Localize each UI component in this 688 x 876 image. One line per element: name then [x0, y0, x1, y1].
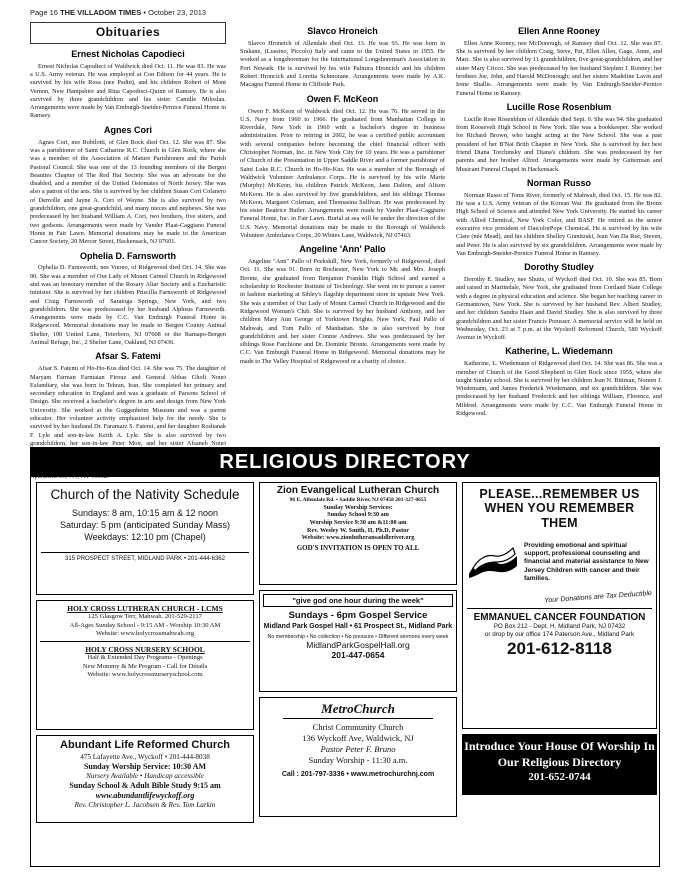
midland-phone: 201-447-0654: [331, 650, 385, 661]
metro-worship: Sunday Worship - 11:30 a.m.: [308, 755, 408, 766]
zion-school: Sunday School 9:30 am: [327, 511, 389, 519]
midland-quote: "give god one hour during the week": [263, 594, 453, 607]
obituary-name: Katherine, L. Wiedemann: [505, 346, 613, 357]
cancer-po-box: PO Box 212 - Dept. H, Midland Park, NJ 07432: [493, 622, 626, 630]
cancer-heading-1: PLEASE...REMEMBER US: [479, 487, 640, 501]
metro-church-ad: [259, 697, 457, 817]
abundant-life-nursery: Nursery Available • Handicap accessible: [86, 771, 204, 780]
obituary-text: Ellen Anne Rooney, nee McDonough, of Ramsey died Oct. 12. She was 87. She is survived by her children Craig, Steve, Pat, Ellen Allen, Gage, Anne, and Marc. She is also survived by 11 grandchildren, five great-grandchildren, and her sister Mary Cricco. She was predeceased by her husband Stephen J. Rooney; her brothers Joe, John, and Harold McDonough; and her sisters Madeline Lavin and Irene Shallis. Arrangements were made by Van Emburgh-Sneider-Pernice Funeral Home in Ramsey.: [456, 39, 662, 97]
holy-cross-ad: [36, 600, 254, 730]
promo-phone: 201-652-0744: [528, 771, 591, 784]
obituaries-column-2: [240, 22, 445, 442]
obituary-text: Ophelia D. Farnsworth, nee Vuono, of Ridgewood died Oct. 14. She was 90. She was a member of Our Lady of Mount Carmel Church in Ridgewood and was an honorary member of the Rosary Altar Society and a Eucharistic minister. She is survived by her children Priscilla Farnsworth of Ridgewood and Craig Farnsworth of Saratoga Springs, New York, and two grandchildren. She was predeceased by her husband Alpheus Farnsworth. Arrangements were made by C.C. Van Emburgh Funeral Home in Ridgewood. Memorial donations may be made to Bergen County Animal Shelter, 100 United Lane, Teterboro, NJ 07608 or the Ramapo-Bergen Animal Refuge, Inc., 2 Shelter Lane, Oakland, NJ 07436.: [30, 264, 226, 347]
obituaries-title: Obituaries: [30, 22, 226, 44]
metro-name: MetroChurch: [283, 701, 433, 719]
zion-website[interactable]: Website: www.zionlutheransaddleriver.org: [301, 534, 415, 542]
metro-address: 136 Wyckoff Ave, Waldwick, NJ: [302, 732, 414, 743]
nursery-line-1: Half & Extended Day Programs - Openings: [87, 654, 203, 662]
obituary-text: Afsar S. Fatemi of Ho-Ho-Kus died Oct. 14. She was 75. The daughter of Maryam Farman Farmaian Firouz and General Abbas Gholi Nouri Esfandiary, she was born in Tehran, Iran. She completed her primary and secondary education in England and was a graduate of Parsons School of Design. She received a bachelor's degree in arts and design from New York University. She worked at the Guggenheim Museum and was a parent educator. Her volunteer activity emphasized help for the needy. She is survived by her husband Dr. Faramarz S. Fatemi, and her daughter Roshanak F. Lyle and son-in-law Keith A. Lyle. She is also survived by two grandchildren, her son-in-law Peter Moir, and her sister Afsaneh Nouri: [30, 365, 226, 447]
page-label: Page: [30, 8, 48, 17]
zion-invitation: GOD'S INVITATION IS OPEN TO ALL: [296, 543, 420, 552]
promo-line-1: Introduce Your House Of Worship In: [464, 739, 655, 753]
obituary-name: Owen F. McKeon: [306, 93, 379, 104]
hands-icon: [467, 544, 519, 580]
nativity-name: Church of the Nativity Schedule: [50, 487, 240, 502]
obituary-text: Katherine, L. Wiedemann of Ridgewood died Oct. 14. She was 86. She was a member of Church of the Good Shepherd in Glen Rock since 1955, where she taught Sunday school. She is survived by her children Jean N. Bittman, Noreen J. Wiedemann, and James Frederick Wiedemann, and six grandchildren. She was predeceased by her husband Frederick and her siblings William, Florence, and Mildred. Arrangements were made by C.C. Van Emburgh Funeral Home in Ridgewood.: [456, 360, 662, 418]
abundant-life-address: 475 Lafayette Ave., Wyckoff • 201-444-8038: [80, 752, 210, 761]
obituary-name: Afsar S. Fatemi: [95, 351, 161, 362]
holy-cross-website[interactable]: Website: www.holycrossmahwah.org: [96, 629, 194, 637]
metro-pastor: Pastor Peter F. Bruno: [320, 743, 396, 754]
cancer-foundation-ad: [462, 482, 657, 729]
nursery-line-2: New Mommy & Me Program - Call for Details: [82, 662, 208, 670]
obituary-name: Norman Russo: [526, 177, 591, 188]
obituary-text: Angeline "Ann" Pallo of Peekskill, New York, formerly of Ridgewood, died Oct. 11. She was 91. Born in Rochester, New York to Mr. and Mrs. Joseph Bronte, she graduated from Benjamin Franklin High School and earned a scholarship to Rochester Institute of Technology. She went on to pursue a career in fashion marketing at Sibley's flagship department store in upstate New York. She was a member of Our Lady of Mount Carmel Church in Ridgewood and the Ridgewood Woman's Club. She is survived by her husband Anthony, and her children Mary Ann George of Yorktown Heights, New York, Paul Pallo of Mahwah, and Tom Pallo of Manhattan. She is also survived by four grandchildren and her sister Connie Andrews. She was predeceased by her siblings Rose Farchione and Dr. Dominic Bronte. Arrangements were made by C.C. Van Emburgh Funeral Home in Ridgewood. Memorial donations may be made to The Valley Hospital of Ridgewood or a charity of choice.: [240, 258, 445, 365]
nativity-weekdays: Weekdays: 12:10 pm (Chapel): [84, 532, 206, 543]
page-number: 16: [49, 8, 58, 17]
directory-column-left: [36, 482, 254, 828]
cancer-phone: 201-612-8118: [507, 639, 612, 659]
midland-website[interactable]: MidlandParkGospelHall.org: [306, 640, 410, 651]
metro-contact[interactable]: Call : 201-797-3336 • www.metrochurchnj.com: [281, 771, 435, 779]
zion-worship: Worship Service 9:30 am &11:00 am: [309, 519, 407, 527]
nursery-school-name: HOLY CROSS NURSERY SCHOOL: [85, 645, 205, 655]
abundant-life-school: Sunday School & Adult Bible Study 9:15 am: [69, 780, 221, 790]
midland-location: Midland Park Gospel Hall • 61 Prospect St., Midland Park: [263, 623, 453, 631]
midland-gospel-ad: [259, 590, 457, 692]
issue-date: October 23, 2013: [148, 8, 207, 17]
abundant-life-name: Abundant Life Reformed Church: [60, 739, 230, 751]
holy-cross-worship: All-Ages Sunday School - 9:15 AM - Worship 10:30 AM: [69, 621, 221, 629]
religious-directory: [30, 447, 660, 867]
abundant-life-pastors: Rev. Christopher L. Jacobsen & Rev. Tom Larkin: [74, 800, 216, 809]
abundant-life-website[interactable]: www.abundantlifewyckoff.org: [95, 790, 195, 800]
obituary-text: Norman Russo of Toms River, formerly of Mahwah, died Oct. 15. He was 82. He was a U.S. Army veteran of the Korean War. He graduated from the Bronx High School of Science and attended New York University. He started his career with Allied Chemical, New York Color, and BASF. He retired as the senior executive vice president of DaicolorPope Chemical. He is survived by his wife Clare (née Mead), and his children Shelley Granitzski, Jean Van Da Ree, Steven, and Peter. He is also survived by six grandchildren. Arrangements were made by Van Emburgh-Sneider-Pernice Funeral Home in Ramsey.: [456, 191, 662, 257]
directory-column-middle: [259, 482, 457, 822]
zion-name: Zion Evangelical Lutheran Church: [276, 485, 440, 496]
publication-name: THE VILLADOM TIMES: [60, 8, 142, 17]
cancer-org-name: EMMANUEL CANCER FOUNDATION: [467, 608, 652, 623]
directory-column-right: [462, 482, 657, 795]
tax-deductible-note: Your Donations are Tax Deductible: [543, 589, 653, 605]
abundant-life-ad: [36, 735, 254, 823]
midland-service: Sundays - 6pm Gospel Service: [288, 610, 428, 621]
obituaries-column-1: [30, 22, 226, 447]
nativity-ad: [36, 482, 254, 595]
obituary-name: Agnes Cori: [103, 124, 152, 135]
obituary-text: Ernest Nicholas Capodieci of Waldwick died Oct. 11. He was 83. He was a U.S. Army veteran. He was employed at Con Edison for 44 years. He is survived by his wife Rosa (nee Padin), and his children Robert of Mont Vernon, New Hampshire and Rina Capodieci-Quinn of Ramsey. He is also survived by three grandchildren and his sister Camille Miloslau. Arrangements were made by Van Emburgh-Sneider-Pernice Funeral Home in Ramsey.: [30, 62, 226, 120]
page-header: Page 16 THE VILLADOM TIMES • October 23, 2013: [30, 8, 207, 17]
obituary-name: Lucille Rose Rosenblum: [506, 101, 612, 112]
holy-cross-name: HOLY CROSS LUTHERAN CHURCH - LCMS: [67, 604, 223, 613]
midland-notes: No membership • No collection • No pressure • Different sermons every week: [267, 633, 449, 640]
obituary-name: Dorothy Studley: [524, 262, 594, 273]
obituary-name: Ellen Anne Rooney: [518, 26, 600, 36]
directory-promo: [462, 734, 657, 795]
obituary-text: Slavco Hroneich of Allendale died Oct. 13. He was 93. He was born in Srakane, (Lussino, Piccolo) Italy and came to the United States in 1955. He worked as a longshoreman for the International Longshoreman's Association in Port Newark. He is survived by his wife Palmira Hroncich and his children Robert Hroncich and Loretta Schmorane. Arrangements were made by A.K. Macagna Funeral Home in Cliffside Park.: [240, 39, 445, 89]
nursery-website[interactable]: Website: www.holycrossnurseryschool.com: [87, 670, 203, 678]
nativity-address: 315 PROSPECT STREET, MIDLAND PARK • 201-444-6362: [41, 552, 249, 562]
obituary-name: Ophelia D. Farnsworth: [79, 250, 176, 261]
nativity-saturday: Saturday: 5 pm (anticipated Sunday Mass): [59, 520, 231, 531]
abundant-life-service: Sunday Worship Service: 10:30 AM: [83, 761, 207, 771]
obituary-text: Owen F. McKeon of Waldwick died Oct. 12. He was 76. He served in the U.S. Navy from 1960 to 1966. He graduated from Manhattan College in Riverdale, New York in 1960 with a bachelor's degree in business administration. Prior to retiring in 2002, he was a certified public accountant with several companies before becoming the chief financial officer with Christopher Norman, Inc. in New York City for 10 years. He was a parishioner of Church of the Presentation in Upper Saddle River and a former parishioner of Saint Luke R.C. Church in Ho-Ho-Kus. He was a member of the Borough of Waldwick Volunteer Ambulance Corps. He is survived by his wife Marie (Murphy) McKeon, his children Patrick McKeon, Jane Dalton, and Alison McKeon. He is also survived by five grandchildren, and his siblings Thomas McKeon, Margaret Coleman, and Thomasina Sullivan. He was predeceased by his sister Beatrice Butler. Arrangements were made by Vander Plaat-Caggiano Funeral Home, Inc. in Fair Lawn. Burial at sea will be under the direction of the U.S. Navy. Memorial donations may be made to the Borough of Waldwick Volunteer Ambulance Corps, 20 Whites Lane, Waldwick, NJ 07463.: [240, 107, 445, 239]
nativity-sunday: Sundays: 8 am, 10:15 am & 12 noon: [71, 508, 219, 518]
obituary-name: Angeline 'Ann' Pallo: [299, 244, 386, 255]
obituary-text: Dorothy E. Studley, nee Shutts, of Wyckoff died Oct. 10. She was 85. Born and raised in Martindale, New York, she graduated from Cortland State College with a degree in physical education and science. She began her teaching career in Germantown, New York. She is survived by her husband Rev. Albert Studley, and her children Sandra Haan and David Studley. She is also survived by three grandchildren and her sister Francis Preusser. A memorial service will be held on Wednesday, Oct. 23 at 7 p.m. at the Wyckoff Reformed Church, 580 Wyckoff Avenue in Wyckoff.: [456, 276, 662, 342]
zion-pastor: Rev. Wesley W. Smith, II, Ph.D, Pastor: [307, 526, 409, 534]
metro-subtitle: Christ Community Church: [312, 721, 404, 732]
zion-address: 96 E. Allendale Rd. • Saddle River, NJ 07458 201-327-0655: [289, 497, 427, 504]
directory-title: RELIGIOUS DIRECTORY: [31, 448, 659, 477]
zion-heading: Sunday Worship Services:: [323, 503, 393, 511]
obituary-name: Ernest Nicholas Capodieci: [71, 48, 185, 59]
obituaries-column-3: [456, 22, 662, 442]
holy-cross-address: 125 Glasgow Terr, Mahwah. 201-529-2117: [88, 613, 202, 621]
cancer-heading-2: WHEN YOU REMEMBER THEM: [484, 501, 635, 530]
obituary-text: Lucille Rose Rosenblum of Allendale died Sept. 6. She was 94. She graduated from Roosevelt High School in New York. She was a bookkeeper. She worked for Richard Brown, who taught acting at the New School. She was a past president of her B'Nai Brith Chapter in New York. She is survived by her best friend Diana Torchinsky and Diana's children. She was predeceased by her parents and her brother Alfred. Arrangements were made by Gutterman and Musicant Funeral Chapel in Hackensack.: [456, 115, 662, 173]
zion-ad: [259, 482, 457, 585]
obituary-text: Agnes Cori, nee Robilotti, of Glen Rock died Oct. 12. She was 87. She was a parishioner of Saint Catharine R.C. Church in Glen Rock, where she was a member of the Association of Mature Parishioners and the Parish Pastoral Council. She was one of the 13 founding members of the Bergen Beauties Chapter of The Red Hat Society. She was an advocate for the disabled, and a member of the United Ostomates of North Jersey. She was also a patron of the arts. She is survived by her children Susan Cori Colanero of Denville and Jayne A. Cori of Wayne. She is also survived by two grandchildren, one great-grandchild, and many nieces and nephews. She was predeceased by her husband William A. Cori, two brothers, five sisters, and two godsons. Arrangements were made by Vander Plaat-Caggiano Funeral Home in Fair Lawn. Memorial donations may be made to the American Cancer Society, 20 Mercer Street, Hackensack, NJ 07601.: [30, 138, 226, 246]
obituary-name: Slavco Hroneich: [307, 26, 378, 36]
divider: [40, 641, 250, 642]
cancer-services: Providing emotional and spiritual support, professional counseling and financial and material assistance to New Jersey Children with cancer and their families.: [524, 542, 649, 582]
promo-line-2: Our Religious Directory: [497, 754, 622, 769]
cancer-dropoff: or drop by our office 174 Paterson Ave., Midland Park: [484, 630, 635, 638]
